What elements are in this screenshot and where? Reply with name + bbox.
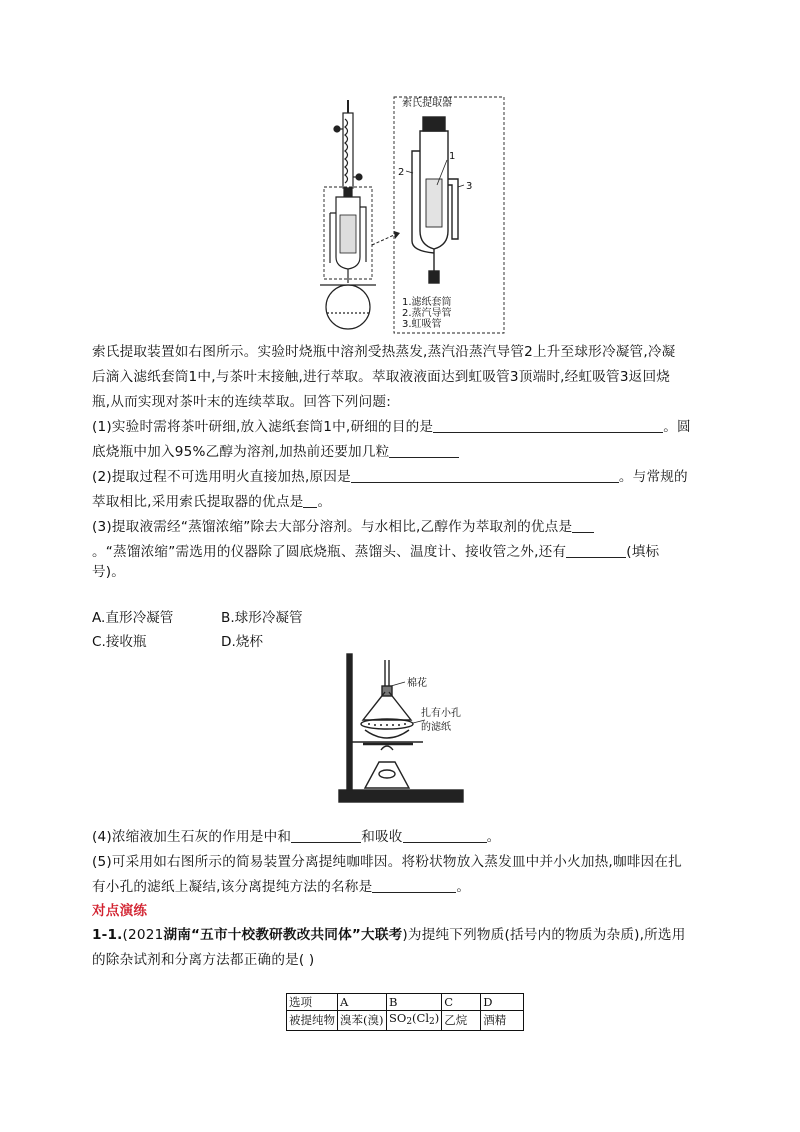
table-cell-c: 乙烷: [442, 1011, 481, 1031]
table-cell-d: 酒精: [481, 1011, 524, 1031]
q1-text-b: 。圆: [663, 419, 691, 435]
problem-number: 1-1.: [92, 927, 123, 943]
q2-text-b: 。与常规的: [618, 469, 688, 485]
q5-text-a: 有小孔的滤纸上凝结,该分离提纯方法的名称是: [92, 879, 373, 895]
soxhlet-box-title: 索氏提取器: [402, 98, 452, 109]
table-header-cell: D: [481, 994, 524, 1011]
problem-line-2: 的除杂试剂和分离方法都正确的是( ): [92, 952, 315, 968]
q4-text-b: 和吸收: [361, 829, 403, 845]
table-header-cell: B: [387, 994, 442, 1011]
q3-answer-blank-1[interactable]: [572, 518, 594, 533]
q4-answer-blank-2[interactable]: [403, 828, 487, 843]
question-1-line-1: [92, 418, 691, 436]
question-3-line-3: 号)。: [92, 564, 126, 580]
q4-answer-blank-1[interactable]: [291, 828, 361, 843]
table-row-label: 被提纯物: [287, 1011, 338, 1031]
q1-text-c: 底烧瓶中加入95%乙醇为溶剂,加热前还要加几粒: [92, 444, 390, 460]
label-num-2: 2: [398, 167, 405, 178]
q4-text-a: (4)浓缩液加生石灰的作用是中和: [92, 829, 292, 845]
q3-answer-blank-2[interactable]: [566, 543, 626, 558]
q3-text-b: 。“蒸馏浓缩”需选用的仪器除了圆底烧瓶、蒸馏头、温度计、接收管之外,还有: [92, 544, 567, 560]
intro-line-2: 后滴入滤纸套筒1中,与茶叶末接触,进行萃取。萃取液液面达到虹吸管3顶端时,经虹吸管3返回烧: [92, 369, 671, 385]
q1-answer-blank-1[interactable]: [433, 418, 663, 433]
table-cell-b: $SO_2(Cl_2)$: [387, 1011, 442, 1031]
table-header-row: [287, 994, 524, 1011]
option-b: B.球形冷凝管: [221, 610, 303, 626]
q4-text-c: 。: [486, 829, 501, 845]
legend-item-3: 3.虹吸管: [402, 319, 442, 330]
table-header-cell: A: [338, 994, 387, 1011]
label-filter-paper-2: 的滤纸: [421, 722, 451, 733]
question-5-line-2: [92, 878, 470, 896]
label-cotton: 棉花: [407, 678, 427, 689]
option-c: C.接收瓶: [92, 634, 147, 650]
sublimation-diagram: [335, 650, 475, 805]
q3-text-a: (3)提取液需经“蒸馏浓缩”除去大部分溶剂。与水相比,乙醇作为萃取剂的优点是: [92, 519, 573, 535]
q1-text-a: (1)实验时需将茶叶研细,放入滤纸套筒1中,研细的目的是: [92, 419, 434, 435]
label-num-1: 1: [449, 151, 456, 162]
legend-item-2: 2.蒸汽导管: [402, 308, 452, 319]
question-2-line-2: [92, 493, 331, 511]
sublimation-figure: [335, 650, 475, 805]
soxhlet-diagram: [310, 95, 510, 335]
section-heading: 对点演练: [92, 903, 148, 919]
label-filter-paper-1: 扎有小孔: [421, 708, 461, 719]
question-5-line-1: (5)可采用如右图所示的简易装置分离提纯咖啡因。将粉状物放入蒸发皿中并小火加热,咖啡因在扎: [92, 854, 682, 870]
q2-answer-blank-1[interactable]: [351, 468, 619, 483]
label-num-3: 3: [466, 181, 473, 192]
soxhlet-figure: [310, 95, 510, 335]
question-3-line-2: [92, 543, 659, 561]
problem-source-name: 湖南“五市十校教研教改共同体”大联考: [163, 927, 403, 943]
q2-text-d: 。: [317, 494, 332, 510]
option-d: D.烧杯: [221, 634, 263, 650]
intro-line-1: 索氏提取装置如右图所示。实验时烧瓶中溶剂受热蒸发,蒸汽沿蒸汽导管2上升至球形冷凝管,冷凝: [92, 344, 676, 360]
problem-line-1: [92, 926, 686, 944]
q2-text-c: 萃取相比,采用索氏提取器的优点是: [92, 494, 304, 510]
q1-answer-blank-2[interactable]: [389, 443, 459, 458]
problem-stem-rest: )为提纯下列物质(括号内的物质为杂质),所选用: [402, 927, 686, 943]
legend-item-1: 1.滤纸套筒: [402, 297, 452, 308]
intro-line-3: 瓶,从而实现对茶叶末的连续萃取。回答下列问题:: [92, 394, 391, 410]
q3-text-c: (填标: [626, 544, 660, 560]
options-table: [286, 993, 524, 1031]
q5-text-b: 。: [456, 879, 471, 895]
q2-text-a: (2)提取过程不可选用明火直接加热,原因是: [92, 469, 351, 485]
question-3-line-1: [92, 518, 594, 536]
question-2-line-1: [92, 468, 688, 486]
problem-source-year: (2021: [122, 927, 164, 943]
table-header-cell: C: [442, 994, 481, 1011]
table-row: [287, 1011, 524, 1031]
table-cell-a: 溴苯(溴): [338, 1011, 387, 1031]
question-1-line-2: [92, 443, 459, 461]
option-a: A.直形冷凝管: [92, 610, 174, 626]
table-header-cell: 选项: [287, 994, 338, 1011]
q5-answer-blank[interactable]: [372, 878, 456, 893]
q2-answer-blank-2[interactable]: [303, 493, 317, 508]
question-4-line: [92, 828, 500, 846]
